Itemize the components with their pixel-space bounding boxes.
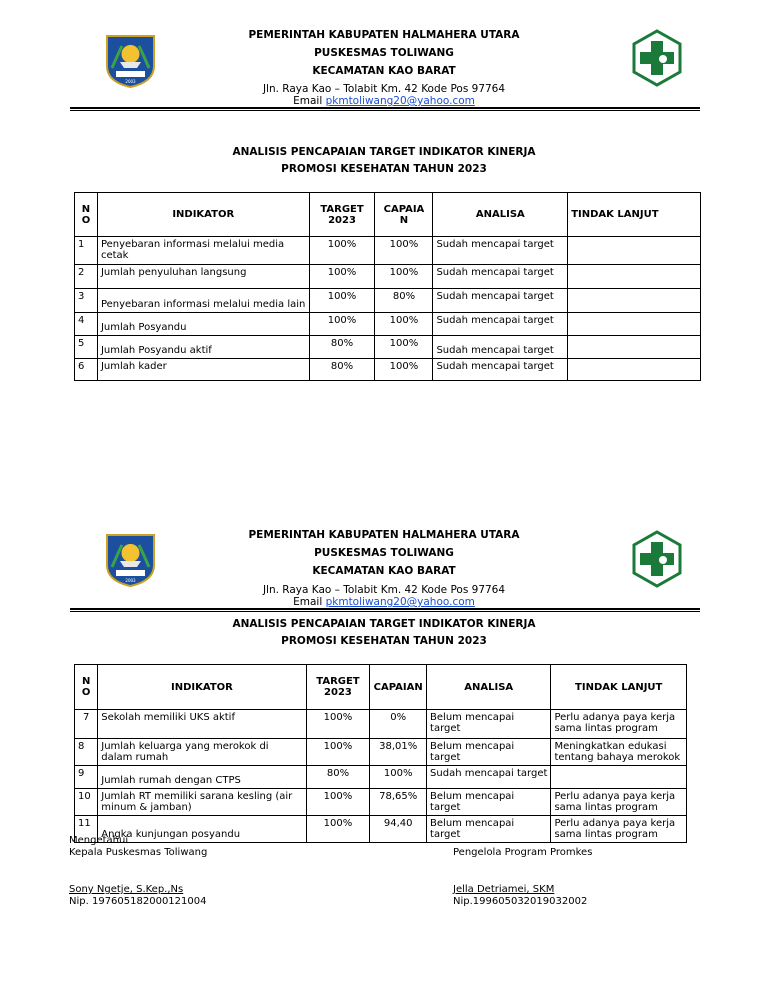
table-header-row bbox=[75, 665, 687, 710]
cell-tindak-lanjut bbox=[568, 237, 701, 265]
header-district: KECAMATAN KAO BARAT bbox=[312, 565, 456, 577]
cell-no: 11 bbox=[75, 816, 98, 843]
cell-analisa: Belum mencapai target bbox=[427, 816, 551, 843]
cell-tindak-lanjut bbox=[568, 313, 701, 336]
cell-indikator: Jumlah kader bbox=[97, 359, 309, 381]
cell-analisa: Sudah mencapai target bbox=[433, 359, 568, 381]
cell-indikator: Jumlah penyuluhan langsung bbox=[97, 265, 309, 289]
col-capaian: CAPAIA N bbox=[375, 193, 433, 237]
cell-tindak-lanjut bbox=[568, 359, 701, 381]
cell-capaian: 94,40 bbox=[370, 816, 427, 843]
cell-capaian: 100% bbox=[375, 265, 433, 289]
report-subtitle: PROMOSI KESEHATAN TAHUN 2023 bbox=[281, 163, 487, 175]
cell-analisa: Sudah mencapai target bbox=[433, 237, 568, 265]
table-row bbox=[75, 710, 687, 739]
cell-target: 80% bbox=[309, 359, 375, 381]
cell-no: 5 bbox=[75, 336, 98, 359]
cell-target: 100% bbox=[306, 789, 370, 816]
col-no: N O bbox=[75, 665, 98, 710]
cell-target: 100% bbox=[306, 739, 370, 766]
cell-capaian: 100% bbox=[375, 313, 433, 336]
cell-indikator: Angka kunjungan posyandu bbox=[98, 816, 306, 843]
cell-analisa: Sudah mencapai target bbox=[433, 336, 568, 359]
cell-tindak-lanjut bbox=[551, 766, 687, 789]
email-label: Email bbox=[293, 596, 323, 608]
cell-analisa: Belum mencapai target bbox=[427, 789, 551, 816]
col-target: TARGET 2023 bbox=[309, 193, 375, 237]
cell-no: 9 bbox=[75, 766, 98, 789]
cell-indikator: Jumlah RT memiliki sarana kesling (air minum & jamban) bbox=[98, 789, 306, 816]
table-header-row bbox=[75, 193, 701, 237]
cell-target: 80% bbox=[309, 336, 375, 359]
cell-analisa: Sudah mencapai target bbox=[433, 289, 568, 313]
header-address: Jln. Raya Kao – Tolabit Km. 42 Kode Pos 97764 bbox=[262, 584, 506, 596]
cell-target: 80% bbox=[306, 766, 370, 789]
header-divider bbox=[70, 107, 700, 109]
table-row bbox=[75, 289, 701, 313]
col-capaian: CAPAIAN bbox=[370, 665, 427, 710]
indicator-table-1 bbox=[74, 192, 701, 381]
cell-indikator: Jumlah keluarga yang merokok di dalam rumah bbox=[98, 739, 306, 766]
cell-no: 3 bbox=[75, 289, 98, 313]
header-district: KECAMATAN KAO BARAT bbox=[312, 65, 456, 77]
header-divider bbox=[70, 608, 700, 610]
cell-no: 2 bbox=[75, 265, 98, 289]
col-tindak-lanjut: TINDAK LANJUT bbox=[568, 193, 701, 237]
table-row bbox=[75, 816, 687, 843]
cell-no: 4 bbox=[75, 313, 98, 336]
svg-text:2003: 2003 bbox=[125, 578, 136, 583]
report-title: ANALISIS PENCAPAIAN TARGET INDIKATOR KINERJA bbox=[232, 618, 536, 630]
sig-left-nip: Nip. 197605182000121004 bbox=[69, 896, 207, 907]
cell-analisa: Sudah mencapai target bbox=[433, 313, 568, 336]
table-row bbox=[75, 766, 687, 789]
header-email-line bbox=[0, 95, 768, 107]
cell-no: 6 bbox=[75, 359, 98, 381]
cell-analisa: Belum mencapai target bbox=[427, 739, 551, 766]
email-link[interactable]: pkmtoliwang20@yahoo.com bbox=[325, 596, 475, 608]
report-title: ANALISIS PENCAPAIAN TARGET INDIKATOR KINERJA bbox=[232, 146, 536, 158]
cell-analisa: Sudah mencapai target bbox=[427, 766, 551, 789]
table-row bbox=[75, 313, 701, 336]
cell-indikator: Sekolah memiliki UKS aktif bbox=[98, 710, 306, 739]
sig-left-acknowledge: Mengetahui bbox=[69, 835, 129, 846]
col-target: TARGET 2023 bbox=[306, 665, 370, 710]
cell-indikator: Jumlah Posyandu aktif bbox=[97, 336, 309, 359]
cell-target: 100% bbox=[309, 289, 375, 313]
cell-capaian: 100% bbox=[375, 336, 433, 359]
email-link[interactable]: pkmtoliwang20@yahoo.com bbox=[325, 95, 475, 107]
cell-tindak-lanjut bbox=[568, 289, 701, 313]
cell-capaian: 38,01% bbox=[370, 739, 427, 766]
sig-right-nip: Nip.199605032019032002 bbox=[453, 896, 588, 907]
table-row bbox=[75, 739, 687, 766]
col-indikator: INDIKATOR bbox=[98, 665, 306, 710]
cell-target: 100% bbox=[309, 265, 375, 289]
cell-no: 8 bbox=[75, 739, 98, 766]
sig-right-name: Jella Detriamei, SKM bbox=[453, 884, 555, 895]
cell-analisa: Belum mencapai target bbox=[427, 710, 551, 739]
cell-indikator: Jumlah Posyandu bbox=[97, 313, 309, 336]
cell-capaian: 78,65% bbox=[370, 789, 427, 816]
cell-no: 7 bbox=[75, 710, 98, 739]
col-analisa: ANALISA bbox=[427, 665, 551, 710]
cell-analisa: Sudah mencapai target bbox=[433, 265, 568, 289]
cell-tindak-lanjut bbox=[568, 336, 701, 359]
report-subtitle: PROMOSI KESEHATAN TAHUN 2023 bbox=[281, 635, 487, 647]
cell-tindak-lanjut: Perlu adanya paya kerja sama lintas program bbox=[551, 710, 687, 739]
col-tindak-lanjut: TINDAK LANJUT bbox=[551, 665, 687, 710]
cell-target: 100% bbox=[309, 237, 375, 265]
cell-capaian: 100% bbox=[370, 766, 427, 789]
cell-tindak-lanjut bbox=[568, 265, 701, 289]
header-government: PEMERINTAH KABUPATEN HALMAHERA UTARA bbox=[248, 29, 520, 41]
header-divider-thin bbox=[70, 611, 700, 612]
indicator-table-2 bbox=[74, 664, 687, 843]
cell-tindak-lanjut: Perlu adanya paya kerja sama lintas program bbox=[551, 816, 687, 843]
col-no: N O bbox=[75, 193, 98, 237]
header-puskesmas: PUSKESMAS TOLIWANG bbox=[314, 547, 454, 559]
cell-tindak-lanjut: Perlu adanya paya kerja sama lintas program bbox=[551, 789, 687, 816]
header-puskesmas: PUSKESMAS TOLIWANG bbox=[314, 47, 454, 59]
table-row bbox=[75, 237, 701, 265]
cell-capaian: 80% bbox=[375, 289, 433, 313]
svg-text:2003: 2003 bbox=[125, 79, 136, 84]
cell-target: 100% bbox=[306, 710, 370, 739]
col-analisa: ANALISA bbox=[433, 193, 568, 237]
sig-right-position: Pengelola Program Promkes bbox=[453, 847, 593, 858]
cell-indikator: Penyebaran informasi melalui media cetak bbox=[97, 237, 309, 265]
header-government: PEMERINTAH KABUPATEN HALMAHERA UTARA bbox=[248, 529, 520, 541]
table-row bbox=[75, 359, 701, 381]
cell-capaian: 100% bbox=[375, 359, 433, 381]
table-row bbox=[75, 265, 701, 289]
cell-tindak-lanjut: Meningkatkan edukasi tentang bahaya merokok bbox=[551, 739, 687, 766]
cell-no: 1 bbox=[75, 237, 98, 265]
header-email-line bbox=[0, 596, 768, 608]
cell-indikator: Penyebaran informasi melalui media lain bbox=[97, 289, 309, 313]
cell-target: 100% bbox=[306, 816, 370, 843]
table-row bbox=[75, 789, 687, 816]
email-label: Email bbox=[293, 95, 323, 107]
sig-left-position: Kepala Puskesmas Toliwang bbox=[69, 847, 208, 858]
cell-target: 100% bbox=[309, 313, 375, 336]
header-divider-thin bbox=[70, 110, 700, 111]
table-row bbox=[75, 336, 701, 359]
header-address: Jln. Raya Kao – Tolabit Km. 42 Kode Pos 97764 bbox=[262, 83, 506, 95]
cell-indikator: Jumlah rumah dengan CTPS bbox=[98, 766, 306, 789]
cell-no: 10 bbox=[75, 789, 98, 816]
sig-left-name: Sony Ngetje, S.Kep.,Ns bbox=[69, 884, 184, 895]
col-indikator: INDIKATOR bbox=[97, 193, 309, 237]
cell-capaian: 100% bbox=[375, 237, 433, 265]
cell-capaian: 0% bbox=[370, 710, 427, 739]
